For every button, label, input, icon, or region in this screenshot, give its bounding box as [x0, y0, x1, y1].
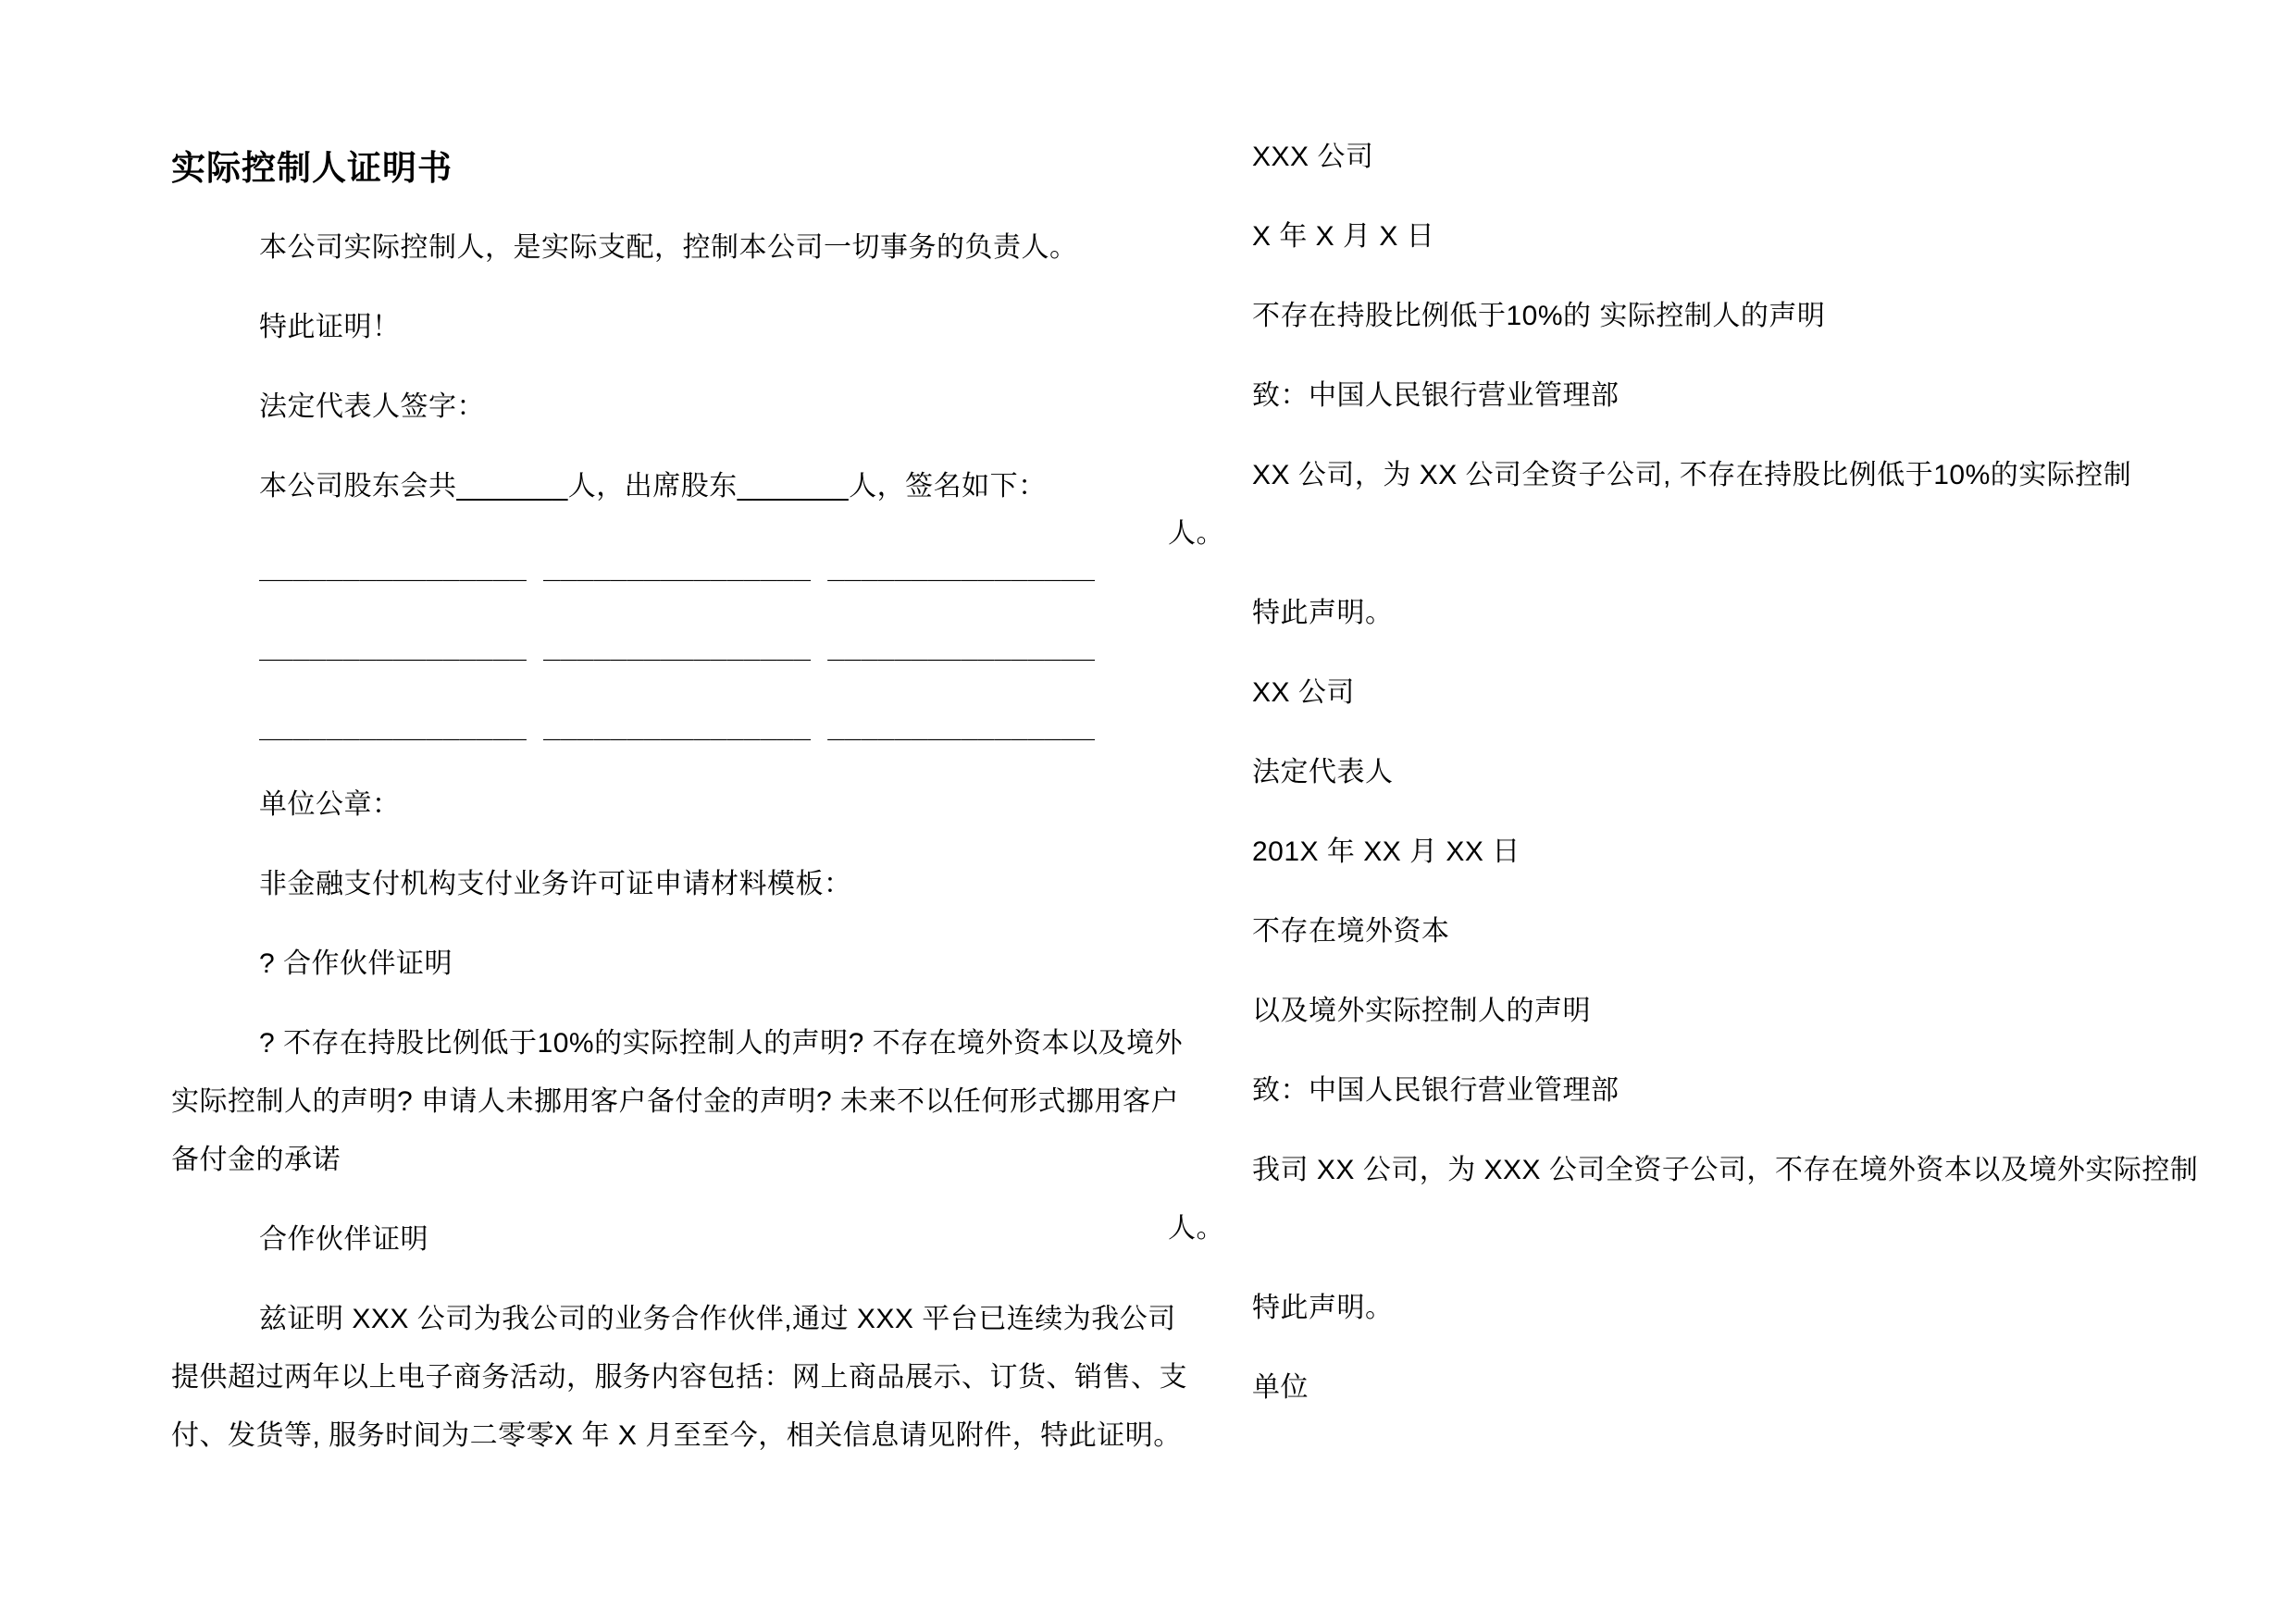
paragraph: [1168, 128, 2223, 186]
text-line: 兹证明 XXX 公司为我公司的业务合作伙伴,通过 XXX 平台已连续为我公司: [259, 1304, 1176, 1334]
text-line: 特此声明。: [1252, 1293, 1394, 1323]
text-line: X 年 X 月 X 日: [1252, 221, 1435, 252]
paragraph: [1168, 1358, 2223, 1417]
paragraph: [171, 1210, 1185, 1269]
text-line: 实际控制人证明书: [171, 149, 453, 187]
text-line: 付、发货等, 服务时间为二零零X 年 X 月至至今，相关信息请见附件，特此证明。: [171, 1420, 1182, 1451]
signature-blank-row: [171, 696, 1185, 754]
text-line: XX 公司: [1252, 677, 1355, 708]
text-line: 特此声明。: [1252, 598, 1394, 628]
text-line: ? 不存在持股比例低于10%的实际控制人的声明? 不存在境外资本以及境外: [259, 1028, 1184, 1059]
text-line: 特此证明！: [259, 312, 401, 342]
text-line: 致：中国人民银行营业管理部: [1252, 380, 1620, 411]
right-column: [1168, 128, 2223, 1438]
text-line: 实际控制人的声明? 申请人未挪用客户备付金的声明? 未来不以任何形式挪用客户: [171, 1086, 1180, 1117]
text-line: 提供超过两年以上电子商务活动，服务内容包括：网上商品展示、订货、销售、支: [171, 1362, 1187, 1393]
paragraph: [171, 775, 1185, 834]
paragraph: [171, 1014, 1185, 1189]
text-line: ? 合作伙伴证明: [259, 948, 453, 979]
paragraph: [171, 935, 1185, 993]
paragraph: [1168, 1061, 2223, 1120]
paragraph: [1168, 1279, 2223, 1337]
text-line: 本公司实际控制人，是实际支配，控制本公司一切事务的负责人。: [259, 232, 1078, 263]
text-line: 本公司股东会共_______人，出席股东_______人，签名如下：: [259, 471, 1047, 502]
text-line: 单位公章：: [259, 789, 401, 820]
text-line: 人。: [1168, 1213, 1224, 1244]
paragraph: [1168, 902, 2223, 960]
text-line: ________________ ________________ ________________: [259, 629, 1096, 662]
paragraph: [1168, 584, 2223, 642]
text-line: ________________ ________________ ________________: [259, 550, 1096, 582]
paragraph: [1168, 207, 2223, 266]
text-line: 合作伙伴证明: [259, 1224, 428, 1255]
signature-blank-row: [171, 616, 1185, 675]
paragraph: [1168, 982, 2223, 1040]
paragraph: [1168, 823, 2223, 881]
paragraph: [1168, 663, 2223, 722]
paragraph: [1168, 446, 2223, 563]
text-line: XXX 公司: [1252, 142, 1374, 172]
text-line: 我司 XX 公司，为 XXX 公司全资子公司，不存在境外资本以及境外实际控制: [1252, 1155, 2199, 1185]
paragraph: [1168, 1141, 2223, 1258]
text-line: 201X 年 XX 月 XX 日: [1252, 836, 1520, 867]
paragraph: [1168, 366, 2223, 425]
paragraph: [171, 378, 1185, 436]
left-column: [171, 139, 1185, 1486]
paragraph: [1168, 287, 2223, 345]
paragraph: [171, 457, 1185, 515]
text-line: 法定代表人: [1252, 757, 1394, 787]
paragraph: [171, 1290, 1185, 1465]
text-line: 不存在持股比例低于10%的 实际控制人的声明: [1252, 301, 1826, 331]
text-line: 人。: [1168, 518, 1224, 549]
text-line: 以及境外实际控制人的声明: [1252, 996, 1591, 1026]
paragraph: [171, 218, 1185, 277]
paragraph: [1168, 743, 2223, 801]
text-line: 备付金的承诺: [171, 1145, 341, 1175]
document-title: [171, 139, 1185, 197]
paragraph: [171, 298, 1185, 356]
paragraph: [171, 855, 1185, 913]
text-line: 单位: [1252, 1372, 1309, 1403]
text-line: XX 公司，为 XX 公司全资子公司, 不存在持股比例低于10%的实际控制: [1252, 460, 2132, 490]
signature-blank-row: [171, 537, 1185, 595]
text-line: ________________ ________________ ________________: [259, 709, 1096, 741]
text-line: 非金融支付机构支付业务许可证申请材料模板：: [259, 869, 852, 899]
text-line: 不存在境外资本: [1252, 916, 1450, 947]
text-line: 致：中国人民银行营业管理部: [1252, 1075, 1620, 1106]
text-line: 法定代表人签字：: [259, 391, 485, 422]
